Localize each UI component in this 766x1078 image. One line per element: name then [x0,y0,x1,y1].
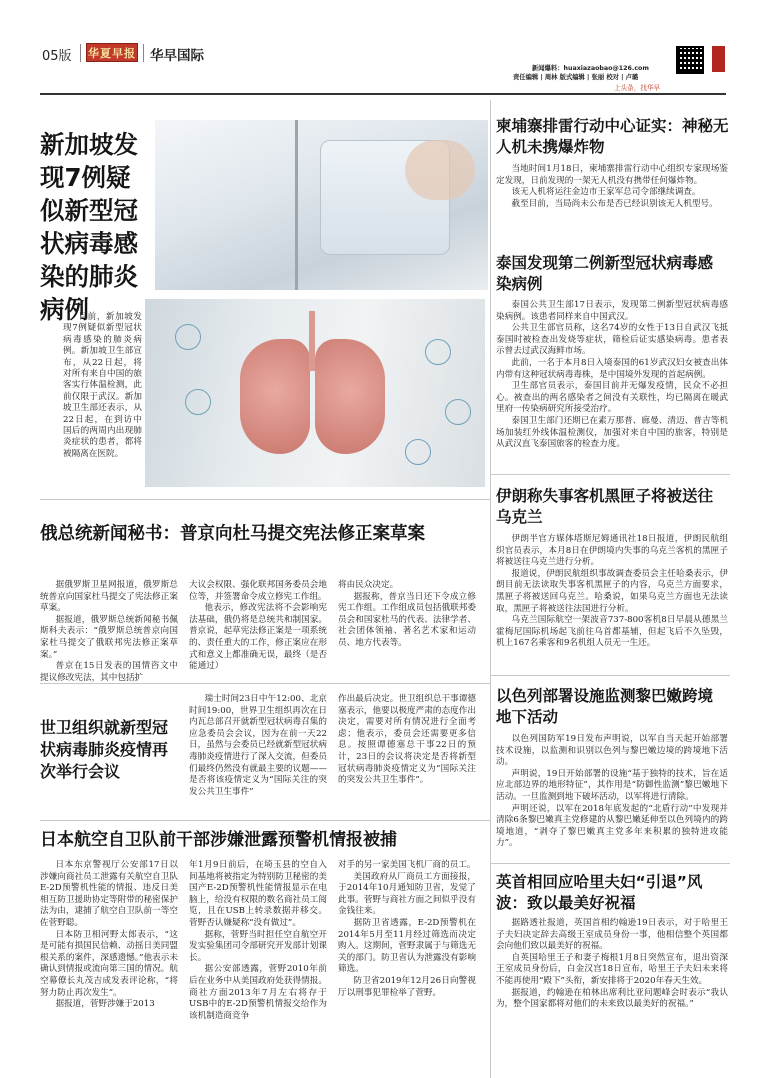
article-headline: 以色列部署设施监测黎巴嫩跨境地下活动 [496,687,714,726]
article-body-col1: 日本东京警视厅公安部17日以涉嫌向商社员工泄露有关航空自卫队E-2D预警机性能的情报、违反日美相互防卫援助协定等附带的秘密保护法为由，逮捕了航空自卫队前一等空佐菅野聪。 日本防卫相河野太郎表示，“这是可能有损国民信赖、动摇日美同盟根关系的案件，深感遗憾。”他表示未确认到情报或流向第三国的情况。航空幕僚长丸茂吉成发表评论称，“将努力防止再次发生”。 据报道，菅野涉嫌于2013 [40,860,178,1010]
article-body-col3: 将由民众决定。 据报称，普京当日还下令成立修宪工作组。工作组成员包括俄联邦委员会和国家杜马的代表、法律学者、社会团体领袖、著名艺术家和运动员、地方代表等。 [338,580,476,648]
article-body-col2: 大议会权限、强化联邦国务委员会地位等，并签署命令成立修宪工作组。 他表示，修改宪法将不会影响宪法基础，俄仍将是总统共和制国家。普京说，起草宪法修正案是一项系统的、责任重大的工作，修正案应在形式和意义上都准确无误，最终（是否能通过） [189,580,327,672]
newspaper-logo: 华夏早报 [86,43,138,62]
article-body-col2: 作出最后决定。世卫组织总干事谭德塞表示，他要以极度严肃的态度作出决定，需要对所有情况进行全面考虑；他表示，委员会还需要更多信息。按照谭德塞总干事22日的预计，23日的会议将决定是否将新型冠状病毒肺炎疫情定义为“国际关注的突发公共卫生事件”。 [338,694,476,786]
article-body-col2: 年1月9日前后，在埼玉县的空自入间基地将被指定为特别防卫秘密的美国产E-2D预警机性能情报显示在电脑上，给没有权限的数名商社员工阅览，且在USB上转录数据并移交。菅野否认嫌疑称“没有做过”。 据称，菅野当时担任空自航空开发实验集团司令部研究开发部计划课长。 据公安部透露，菅野2010年前后在业务中从美国政府处获得情报。商社方面2013年7月左右将存于USB中的E-2D预警机情报交给作为该机制造商竞争 [189,860,327,1021]
news-tip-email: 新闻爆料：huaxiazaobao@126.com [532,65,649,72]
article-body-col1: 瑞士时间23日中午12:00、北京时间19:00，世界卫生组织再次在日内瓦总部召开就新型冠状病毒召集的应急委员会会议，因为在前一天22日，虽然与会委员已经就新型冠状病毒肺炎疫情进行了深入交流，但委员们最终仍然没有就最主要的议题——是否将该疫情定义为“国际关注的突发公共卫生事件” [189,694,327,797]
article-headline: 英首相回应哈里夫妇“引退”风波：致以最美好祝福 [496,873,703,912]
brand-badge-icon [712,46,725,72]
editor-credits: 责任编辑 | 周林 版式编辑 | 张丽 校对 | 卢璐 [513,74,639,81]
article-body: 泰国公共卫生部17日表示，发现第二例新型冠状病毒感染病例。该患者同样来自中国武汉。 公共卫生部官员称，这名74岁的女性于13日自武汉飞抵泰国时被检查出发烧等症状，筛检后证实感染病毒。患者表示曾去过武汉海鲜市场。 此前，一名于本月8日入境泰国的61岁武汉妇女被查出体内带有这种冠状病毒毒株，是中国境外发现的首起病例。 卫生部官员表示，泰国目前并无爆发疫情，民众不必担心。被查出的两名感染者之间没有关联性，均已隔离在暖武里府一传染病研究所接受治疗。 泰国卫生部门还期已在素万那普、廊曼、清迈、普吉等机场加装红外线体温检测仪，加强对来自中国的旅客，特别是从武汉直飞泰国旅客的检查力度。 [496,300,728,450]
article-body: 以色列国防军19日发布声明说，以军自当天起开始部署技术设施，以监测和识别以色列与黎巴嫩边境的跨境地下活动。 声明说，19日开始部署的设施“基于独特的技术，旨在适应北部边界的地形特征”，其作用是“防御性监测”黎巴嫩地下活动。一旦监测到地下破坏活动，以军将进行清除。 声明还说，以军在2018年底发起的“北盾行动”中发现并清除6条黎巴嫩真主党修建的从黎巴嫩延伸至以色列境内的跨境地道，“剥夺了黎巴嫩真主党多年来积累的独特进攻能力”。 [496,734,728,849]
article-body: 目前，新加坡发现7例疑似新型冠状病毒感染的肺炎病例。新加坡卫生部宣布，从22日起，将对所有来自中国的旅客实行体温检测，此前仅限于武汉。新加坡卫生部还表示，从22日起，在到访中国后的两周内出现肺炎症状的患者，都将被隔离在医院。 [63,312,142,459]
article-body: 据路透社报道，英国首相约翰逊19日表示，对于哈里王子夫妇决定辞去高级王室成员身份一事，他相信整个英国都会向他们致以最美好的祝福。 自英国哈里王子和妻子梅根1月8日突然宣布，退出资深王室成员身份后，白金汉宫18日宣布，哈里王子夫妇未来将不能再使用“殿下”头衔，新安排将于2020年春天生效。 据报道，约翰逊在柏林出席利比亚问题峰会时表示“我认为，整个国家都将对他们的未来致以最美好的祝福。” [496,918,728,1010]
article-headline: 泰国发现第二例新型冠状病毒感染病例 [496,254,714,293]
section-title: 华早国际 [150,48,204,64]
article-body: 当地时间1月18日，柬埔寨排雷行动中心组织专家现场鉴定发现，日前发现的一架无人机没有携带任何爆炸物。 该无人机将运往金边市王家军总司令部继续调查。 截至目前，当局尚未公布是否已经识别该无人机型号。 [496,164,728,209]
page-number: 05版 [42,49,72,64]
lungs-illustration [145,299,485,487]
article-headline: 伊朗称失事客机黑匣子将被送往乌克兰 [496,487,714,526]
article-body: 伊朗半官方媒体塔斯尼姆通讯社18日报道，伊朗民航组织官员表示，本月8日在伊朗境内失事的乌克兰客机的黑匣子将被送往乌克兰进行分析。 报道说，伊朗民航组织事故调查委员会主任哈桑表示，伊朗目前无法读取失事客机黑匣子的内容，乌克兰方面要求，黑匣子将被送回乌克兰。哈桑说，如果乌克兰方面也无法读取，黑匣子将被送往法国进行分析。 乌克兰国际航空一架波音737-800客机8日早晨从德黑兰霍梅尼国际机场起飞前往乌首都基辅，但起飞后不久坠毁，机上167名乘客和9名机组人员无一生还。 [496,534,728,649]
slogan: 上头条，找华早 [614,84,661,92]
article-body-col1: 据俄罗斯卫星网报道，俄罗斯总统普京向国家杜马提交了宪法修正案草案。 据报道，俄罗斯总统新闻秘书佩斯科夫表示：“俄罗斯总统普京向国家杜马提交了俄联邦宪法修正案草案。” 普京在15日发表的国情咨文中提议修改宪法，其中包括扩 [40,580,178,683]
article-headline: 新加坡发现7例疑似新型冠状病毒感染的肺炎病例 [40,130,138,324]
article-body-col3: 对手的另一家美国飞机厂商的员工。 美国政府从厂商员工方面接报，于2014年10月通知防卫省，发觉了此事。菅野与商社方面之间似乎没有金钱往来。 据防卫省透露，E-2D预警机在2014年5月至11月经过筛选而决定购入。这期间，菅野隶属于与筛选无关的部门。防卫省认为泄露没有影响筛选。 防卫省2019年12月26日向警视厅以刑事犯罪检举了菅野。 [338,860,476,998]
article-headline: 俄总统新闻秘书：普京向杜马提交宪法修正案草案 [40,524,425,544]
article-headline: 柬埔寨排雷行动中心证实：神秘无人机未携爆炸物 [496,117,729,156]
article-headline: 世卫组织就新型冠状病毒肺炎疫情再次举行会议 [40,718,169,781]
qr-code-icon [676,46,704,74]
iv-drip-photo [155,120,488,290]
article-headline: 日本航空自卫队前干部涉嫌泄露预警机情报被捕 [40,830,397,850]
